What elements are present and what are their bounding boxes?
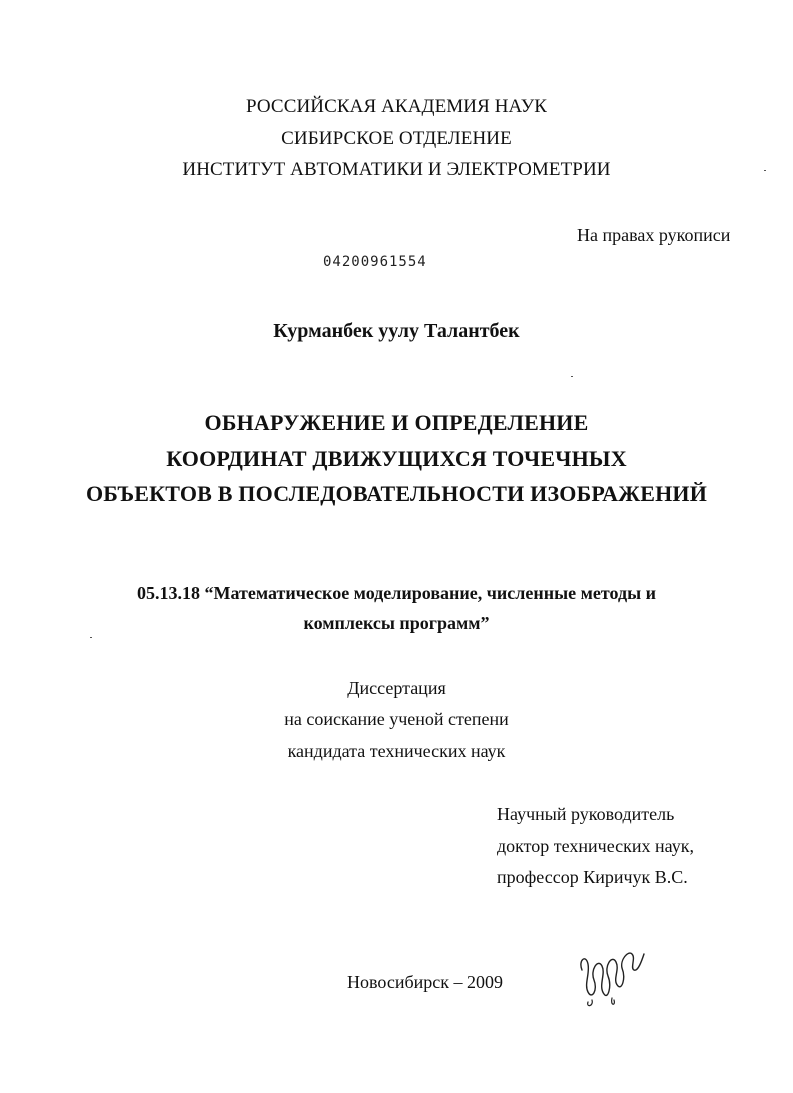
supervisor-line-1: Научный руководитель xyxy=(497,804,675,824)
title-line-3: ОБЪЕКТОВ В ПОСЛЕДОВАТЕЛЬНОСТИ ИЗОБРАЖЕНИЙ xyxy=(85,481,708,506)
scan-speck xyxy=(571,376,573,377)
dissertation-line-2: на соискание ученой степени xyxy=(284,709,509,729)
rights-note: На правах рукописи xyxy=(577,225,731,245)
dissertation-line-1: Диссертация xyxy=(347,678,446,698)
city-year: Новосибирск – 2009 xyxy=(347,972,503,992)
author-name: Курманбек уулу Талантбек xyxy=(273,320,520,342)
specialty-line-1: 05.13.18 “Математическое моделирование, численные методы и xyxy=(136,583,657,603)
title-line-1: ОБНАРУЖЕНИЕ И ОПРЕДЕЛЕНИЕ xyxy=(204,410,589,435)
supervisor-line-3: профессор Киричук В.С. xyxy=(497,867,688,887)
signature-icon xyxy=(572,940,647,1010)
registration-code: 04200961554 xyxy=(323,254,427,270)
title-line-2: КООРДИНАТ ДВИЖУЩИХСЯ ТОЧЕЧНЫХ xyxy=(166,446,627,471)
specialty-line-2: комплексы программ” xyxy=(303,613,490,633)
dissertation-line-3: кандидата технических наук xyxy=(287,741,506,761)
scan-speck xyxy=(764,170,766,171)
institution-line-3: ИНСТИТУТ АВТОМАТИКИ И ЭЛЕКТРОМЕТРИИ xyxy=(182,159,611,180)
institution-line-1: РОССИЙСКАЯ АКАДЕМИЯ НАУК xyxy=(245,96,548,117)
supervisor-line-2: доктор технических наук, xyxy=(497,836,694,856)
scan-speck xyxy=(90,637,92,638)
institution-line-2: СИБИРСКОЕ ОТДЕЛЕНИЕ xyxy=(281,128,512,149)
